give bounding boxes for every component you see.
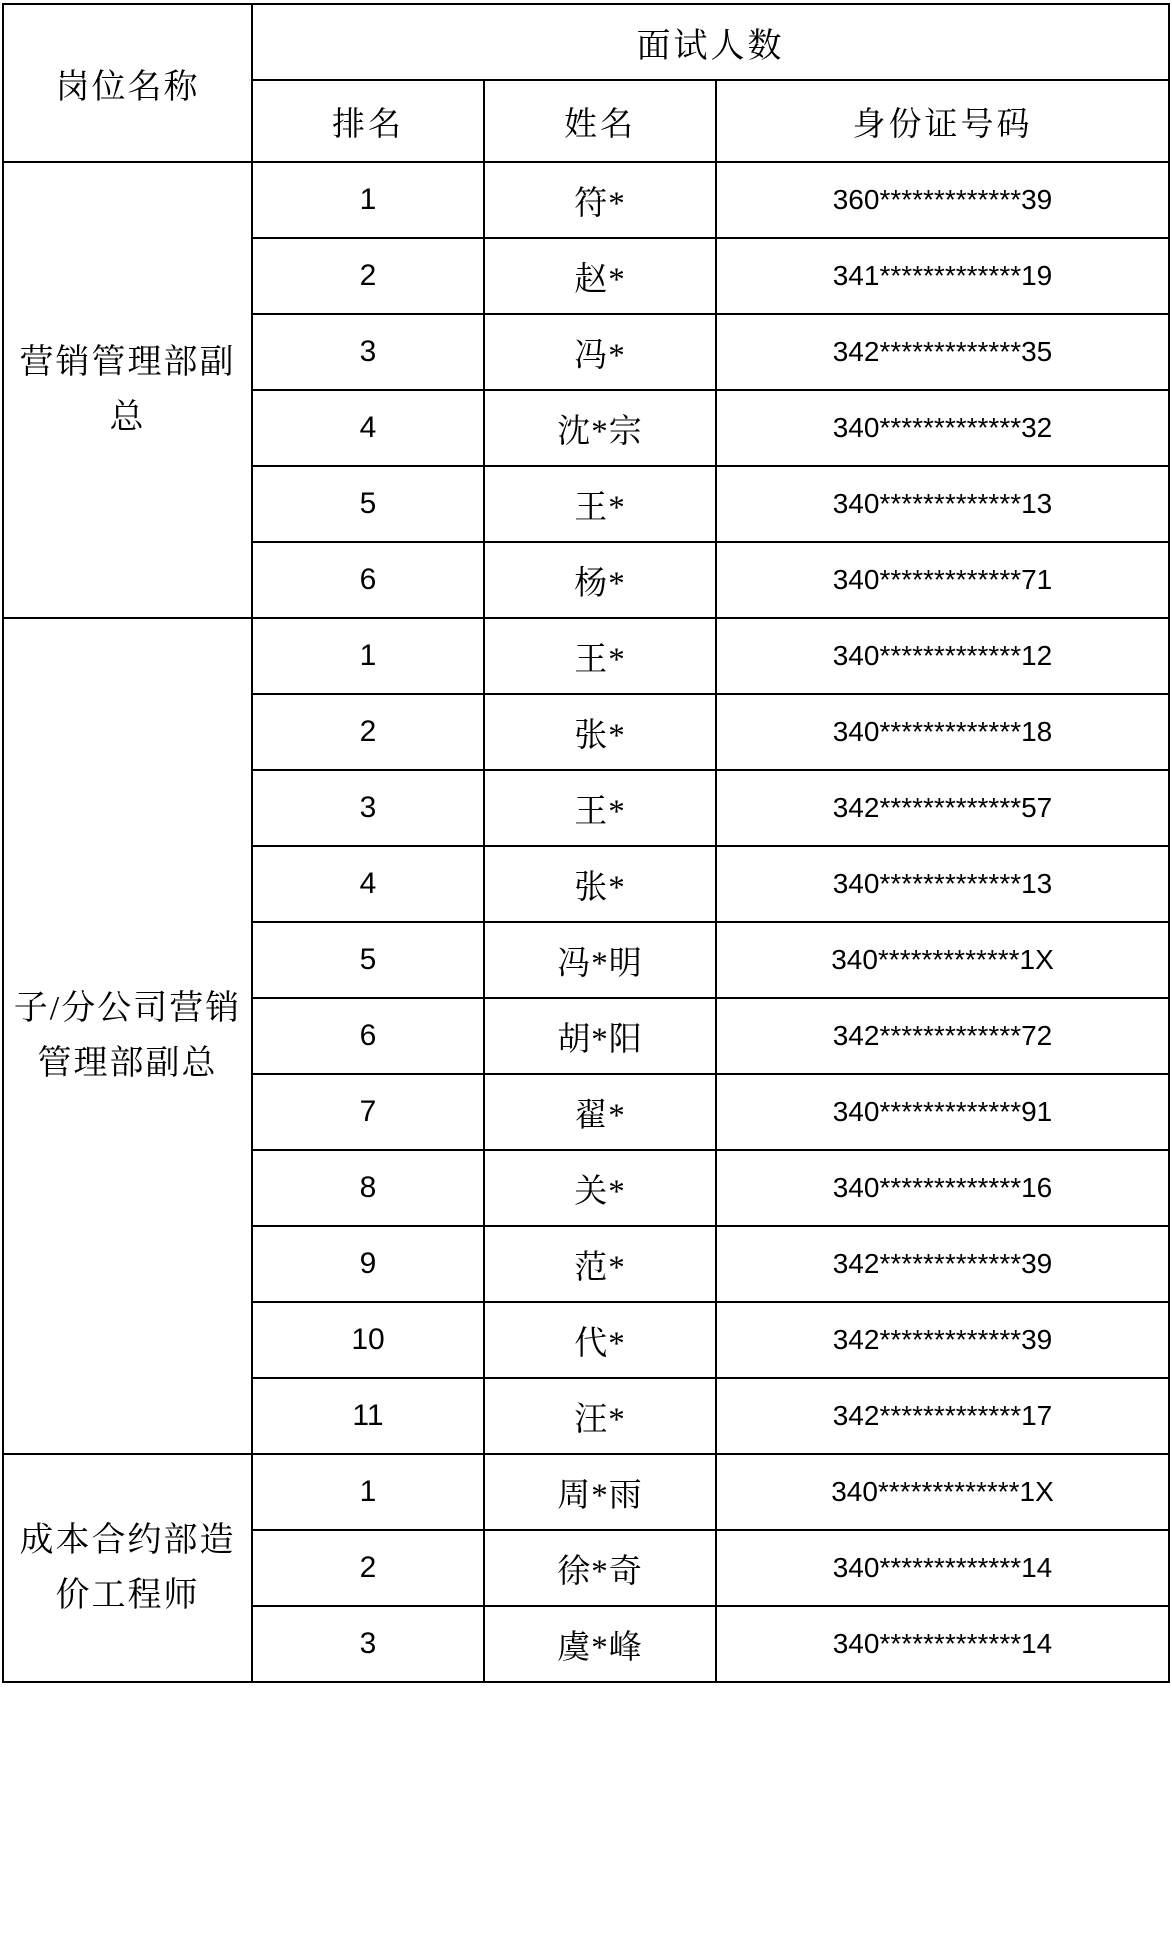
name-cell: 汪* [484,1378,716,1454]
rank-cell: 3 [252,1606,484,1682]
name-cell: 周*雨 [484,1454,716,1530]
rank-cell: 6 [252,542,484,618]
id-number-cell: 340*************12 [716,618,1169,694]
rank-cell: 2 [252,238,484,314]
rank-cell: 2 [252,1530,484,1606]
rank-cell: 11 [252,1378,484,1454]
header-rank: 排名 [252,80,484,162]
id-number-cell: 340*************16 [716,1150,1169,1226]
id-number-cell: 340*************1X [716,922,1169,998]
id-number-cell: 340*************14 [716,1530,1169,1606]
id-number-cell: 342*************39 [716,1226,1169,1302]
post-name-cell: 营销管理部副总 [3,162,252,618]
table-header [3,4,1169,162]
rank-cell: 3 [252,770,484,846]
rank-cell: 4 [252,390,484,466]
name-cell: 王* [484,466,716,542]
name-cell: 张* [484,846,716,922]
id-number-cell: 340*************91 [716,1074,1169,1150]
name-cell: 徐*奇 [484,1530,716,1606]
post-name-cell: 子/分公司营销管理部副总 [3,618,252,1454]
header-id-number: 身份证号码 [716,80,1169,162]
id-number-cell: 342*************72 [716,998,1169,1074]
id-number-cell: 340*************32 [716,390,1169,466]
header-post-name: 岗位名称 [3,4,252,162]
rank-cell: 1 [252,618,484,694]
rank-cell: 6 [252,998,484,1074]
id-number-cell: 340*************13 [716,466,1169,542]
rank-cell: 1 [252,1454,484,1530]
name-cell: 沈*宗 [484,390,716,466]
document-sheet [0,3,1172,1683]
id-number-cell: 340*************1X [716,1454,1169,1530]
name-cell: 王* [484,770,716,846]
id-number-cell: 360*************39 [716,162,1169,238]
id-number-cell: 342*************17 [716,1378,1169,1454]
name-cell: 王* [484,618,716,694]
name-cell: 胡*阳 [484,998,716,1074]
rank-cell: 4 [252,846,484,922]
rank-cell: 5 [252,922,484,998]
table-body [3,162,1169,1682]
id-number-cell: 342*************57 [716,770,1169,846]
name-cell: 范* [484,1226,716,1302]
table-row [3,162,1169,238]
name-cell: 翟* [484,1074,716,1150]
id-number-cell: 340*************71 [716,542,1169,618]
name-cell: 代* [484,1302,716,1378]
rank-cell: 5 [252,466,484,542]
name-cell: 赵* [484,238,716,314]
rank-cell: 2 [252,694,484,770]
name-cell: 冯*明 [484,922,716,998]
name-cell: 杨* [484,542,716,618]
rank-cell: 7 [252,1074,484,1150]
table-row [3,618,1169,694]
header-name: 姓名 [484,80,716,162]
post-name-cell: 成本合约部造价工程师 [3,1454,252,1682]
name-cell: 冯* [484,314,716,390]
name-cell: 张* [484,694,716,770]
interview-candidates-table [2,3,1170,1683]
name-cell: 关* [484,1150,716,1226]
rank-cell: 3 [252,314,484,390]
table-row [3,1454,1169,1530]
id-number-cell: 342*************35 [716,314,1169,390]
id-number-cell: 340*************18 [716,694,1169,770]
id-number-cell: 342*************39 [716,1302,1169,1378]
table-header-row-1 [3,4,1169,80]
rank-cell: 9 [252,1226,484,1302]
id-number-cell: 341*************19 [716,238,1169,314]
name-cell: 符* [484,162,716,238]
name-cell: 虞*峰 [484,1606,716,1682]
rank-cell: 8 [252,1150,484,1226]
id-number-cell: 340*************13 [716,846,1169,922]
id-number-cell: 340*************14 [716,1606,1169,1682]
rank-cell: 1 [252,162,484,238]
header-interview-count: 面试人数 [252,4,1169,80]
rank-cell: 10 [252,1302,484,1378]
